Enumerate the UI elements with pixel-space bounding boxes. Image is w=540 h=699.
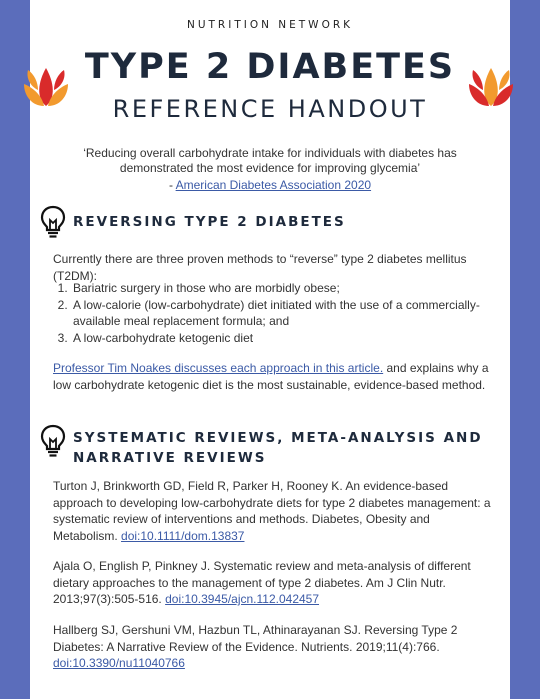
reference-item bbox=[53, 558, 493, 608]
doi-link[interactable]: doi:10.3390/nu11040766 bbox=[53, 656, 185, 670]
methods-list bbox=[53, 280, 511, 346]
list-item: 3. A low-carbohydrate ketogenic diet bbox=[71, 330, 511, 347]
doi-link[interactable]: doi:10.1111/dom.13837 bbox=[121, 528, 245, 543]
reference-text: Ajala O, English P, Pinkney J. Systematic review and meta-analysis of different dietary approaches to the management of type 2 diabetes. Am J Clin Nutr. 2013;97(3):505-516. bbox=[53, 559, 471, 606]
reference-text: Turton J, Brinkworth GD, Field R, Parker H, Rooney K. An evidence-based approach to developing low-carbohydrate diets for type 2 diabetes management: a systematic review of interventions and methods. Diabetes, Obesity and Metabolism. bbox=[53, 479, 491, 543]
page-title: TYPE 2 DIABETES bbox=[84, 47, 456, 87]
ada-2020-link[interactable]: American Diabetes Association 2020 bbox=[175, 178, 372, 192]
lightbulb-icon bbox=[40, 205, 66, 239]
list-item: 1. Bariatric surgery in those who are morbidly obese; bbox=[71, 280, 511, 297]
reference-item bbox=[53, 478, 493, 544]
noakes-paragraph-text: and explains why a low carbohydrate ketogenic diet is the most sustainable, evidence-based method. bbox=[53, 361, 489, 392]
noakes-paragraph bbox=[53, 360, 493, 393]
handout-page bbox=[30, 0, 510, 699]
noakes-article-link[interactable]: Professor Tim Noakes discusses each approach in this article. bbox=[53, 361, 384, 375]
quote-source-dash: - bbox=[168, 178, 176, 192]
list-item: 2. A low-calorie (low-carbohydrate) diet initiated with the use of a commercially-available meal replacement formula; and bbox=[71, 297, 511, 330]
section-heading-reviews bbox=[73, 428, 483, 468]
quote-source bbox=[30, 178, 510, 192]
quote-text: ‘Reducing overall carbohydrate intake for individuals with diabetes has demonstrated the most evidence for improving glycemia’ bbox=[83, 146, 457, 175]
reference-item bbox=[53, 622, 493, 672]
org-name: NUTRITION NETWORK bbox=[186, 19, 354, 31]
reference-text: Hallberg SJ, Gershuni VM, Hazbun TL, Athinarayanan SJ. Reversing Type 2 Diabetes: A Narrative Review of the Evidence. Nutrients. 2019;11(4):766. bbox=[53, 623, 458, 654]
lightbulb-icon bbox=[40, 424, 66, 458]
page-subtitle: REFERENCE HANDOUT bbox=[112, 95, 428, 123]
section-heading-reversing: REVERSING TYPE 2 DIABETES bbox=[73, 214, 346, 230]
section-intro: Currently there are three proven methods to “reverse” type 2 diabetes mellitus (T2DM): bbox=[53, 252, 467, 283]
section-heading-line: NARRATIVE REVIEWS bbox=[73, 450, 267, 466]
doi-link[interactable]: doi:10.3945/ajcn.112.042457 bbox=[165, 592, 320, 606]
section-heading-line: SYSTEMATIC REVIEWS, META-ANALYSIS AND bbox=[73, 430, 483, 446]
